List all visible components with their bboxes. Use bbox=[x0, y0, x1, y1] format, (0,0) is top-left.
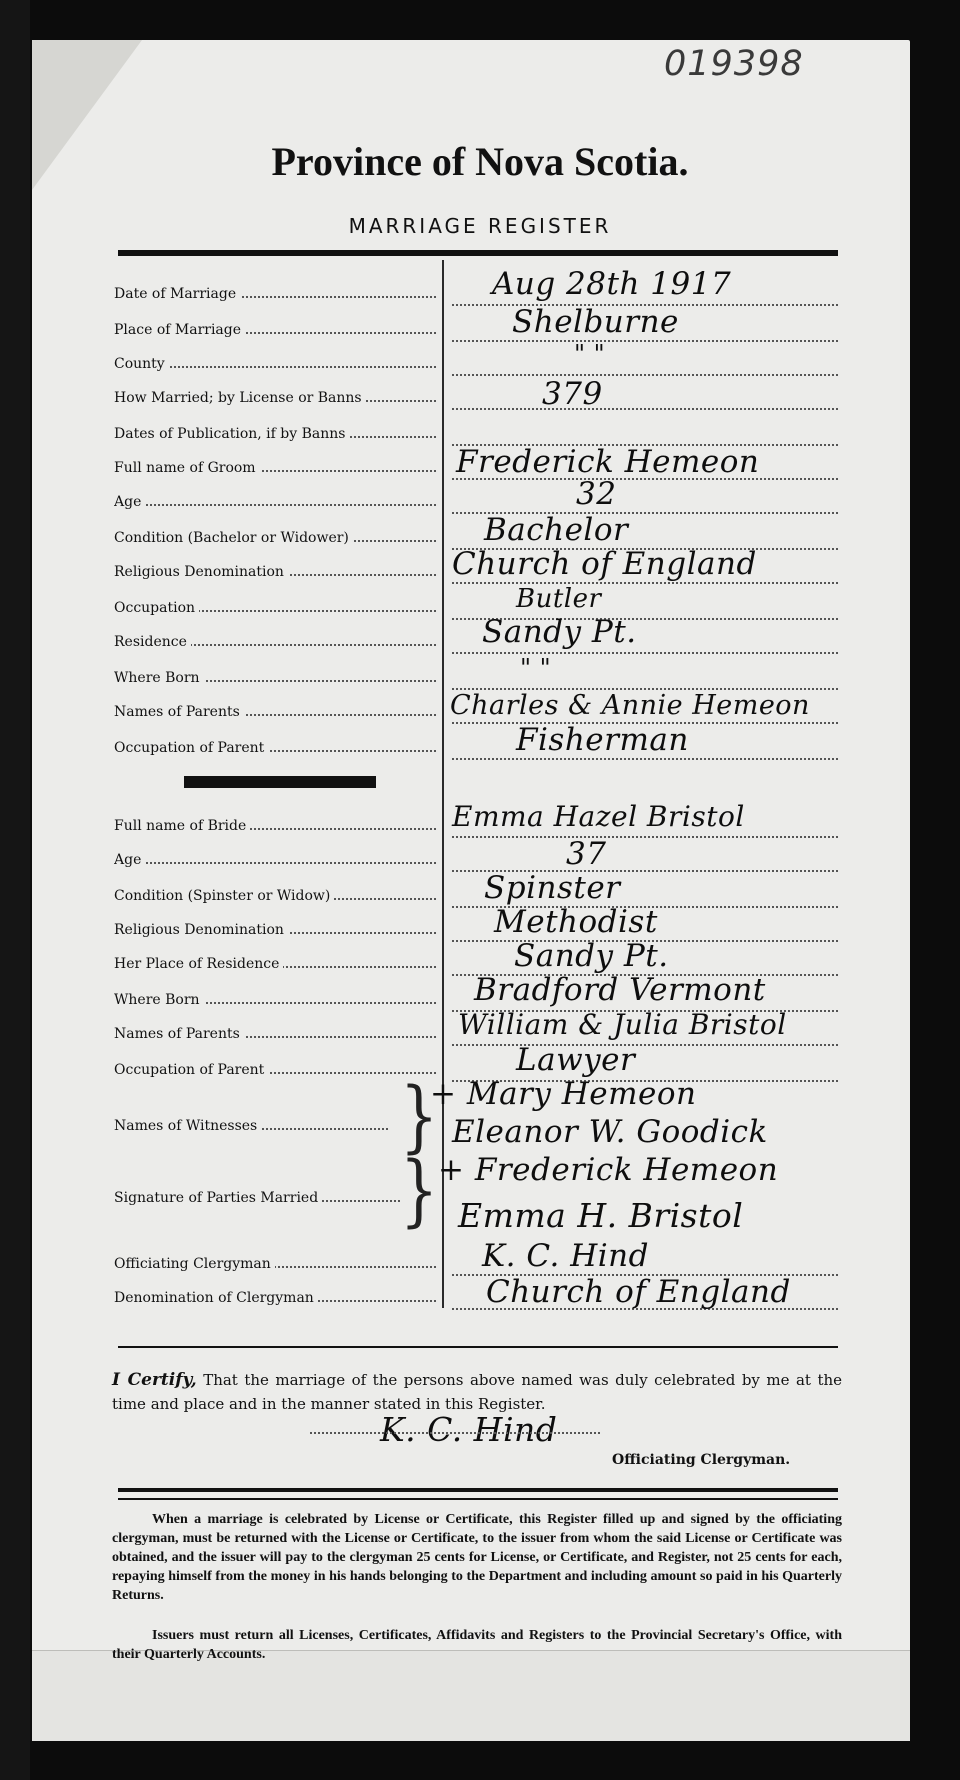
value-bride-condition: Spinster bbox=[484, 870, 621, 906]
row-label-groom-where-born: Where Born bbox=[114, 670, 436, 686]
value-groom-parent-occupation: Fisherman bbox=[516, 722, 689, 758]
row-label-date-of-marriage: Date of Marriage bbox=[114, 286, 436, 302]
row-dots bbox=[452, 652, 838, 654]
value-bride-age: 37 bbox=[566, 836, 607, 872]
value-bride-where-born: Bradford Vermont bbox=[474, 972, 766, 1008]
row-label-bride-parents: Names of Parents bbox=[114, 1026, 436, 1042]
value-groom-name: Frederick Hemeon bbox=[456, 444, 760, 480]
row-label-bride-residence: Her Place of Residence bbox=[114, 956, 436, 972]
row-dots bbox=[452, 374, 838, 376]
row-label-groom-name: Full name of Groom bbox=[114, 460, 436, 476]
value-groom-religion: Church of England bbox=[452, 546, 757, 582]
page-title: Province of Nova Scotia. bbox=[271, 139, 689, 184]
row-label-groom-parent-occupation: Occupation of Parent bbox=[114, 740, 436, 756]
row-label-groom-occupation: Occupation bbox=[114, 600, 436, 616]
row-dots bbox=[452, 340, 838, 342]
witnesses-brace: } bbox=[400, 1071, 439, 1163]
value-how-married: 379 bbox=[542, 376, 603, 412]
party-bride-signature: Emma H. Bristol bbox=[458, 1196, 744, 1235]
column-divider bbox=[442, 260, 444, 1308]
value-bride-parents: William & Julia Bristol bbox=[458, 1008, 787, 1041]
value-groom-condition: Bachelor bbox=[484, 512, 629, 548]
row-label-place-of-marriage: Place of Marriage bbox=[114, 322, 436, 338]
row-label-officiating-clergyman: Officiating Clergyman bbox=[114, 1256, 436, 1272]
witness-2: Eleanor W. Goodick bbox=[452, 1114, 768, 1150]
archive-number: 019398 bbox=[664, 44, 804, 84]
row-label-groom-religion: Religious Denomination bbox=[114, 564, 436, 580]
row-label-how-married: How Married; by License or Banns bbox=[114, 390, 436, 406]
page-subtitle: MARRIAGE REGISTER bbox=[348, 214, 612, 238]
value-bride-residence: Sandy Pt. bbox=[514, 938, 669, 974]
signature-line bbox=[310, 1432, 600, 1434]
value-bride-name: Emma Hazel Bristol bbox=[452, 800, 745, 833]
value-clergy-denomination: Church of England bbox=[486, 1274, 791, 1310]
row-label-bride-name: Full name of Bride bbox=[114, 818, 436, 834]
value-county: " " bbox=[574, 340, 606, 368]
value-bride-religion: Methodist bbox=[494, 904, 658, 940]
footer-rule-1 bbox=[118, 1488, 838, 1492]
certify-lead: I Certify, bbox=[112, 1370, 197, 1390]
officiating-caption: Officiating Clergyman. bbox=[612, 1452, 791, 1468]
value-groom-occupation: Butler bbox=[516, 584, 602, 614]
value-date-of-marriage: Aug 28th 1917 bbox=[492, 266, 732, 302]
row-label-bride-where-born: Where Born bbox=[114, 992, 436, 1008]
row-label-parties: Signature of Parties Married bbox=[114, 1190, 400, 1206]
row-label-witnesses: Names of Witnesses bbox=[114, 1118, 388, 1134]
row-label-bride-religion: Religious Denomination bbox=[114, 922, 436, 938]
value-place-of-marriage: Shelburne bbox=[512, 304, 679, 340]
row-label-groom-age: Age bbox=[114, 494, 436, 510]
row-label-bride-parent-occupation: Occupation of Parent bbox=[114, 1062, 436, 1078]
row-dots bbox=[452, 1044, 838, 1046]
row-label-dates-of-publication: Dates of Publication, if by Banns bbox=[114, 426, 436, 442]
row-label-county: County bbox=[114, 356, 436, 372]
witness-1: + Mary Hemeon bbox=[430, 1076, 697, 1112]
value-groom-parents: Charles & Annie Hemeon bbox=[450, 690, 810, 721]
row-label-bride-condition: Condition (Spinster or Widow) bbox=[114, 888, 436, 904]
row-label-clergy-denomination: Denomination of Clergyman bbox=[114, 1290, 436, 1306]
value-groom-where-born: " " bbox=[520, 654, 552, 682]
row-dots bbox=[452, 408, 838, 410]
row-dots bbox=[452, 836, 838, 838]
row-dots bbox=[452, 758, 838, 760]
value-bride-parent-occupation: Lawyer bbox=[516, 1042, 636, 1078]
certify-body: That the marriage of the persons above named was duly celebrated by me at the time and place and in the manner stated in this Register. bbox=[112, 1371, 843, 1413]
row-label-groom-residence: Residence bbox=[114, 634, 436, 650]
scan-border bbox=[0, 0, 30, 1780]
row-label-bride-age: Age bbox=[114, 852, 436, 868]
bride-section-divider bbox=[184, 776, 376, 788]
row-label-groom-parents: Names of Parents bbox=[114, 704, 436, 720]
party-groom-signature: + Frederick Hemeon bbox=[438, 1152, 779, 1188]
row-label-groom-condition: Condition (Bachelor or Widower) bbox=[114, 530, 436, 546]
certification-text bbox=[112, 1368, 842, 1416]
instructions-paragraph: When a marriage is celebrated by License or Certificate, this Register filled up and signed by the officiating clergyman, must be returned with the License or Certificate, to the issuer from whom the said License or Certificate was obtained, and the issuer will pay to the clergyman 25 cents for License, or Certificate, and Register, not 25 cents for each, repaying himself from the money in his hands belonging to the Department and including amount so paid in his Quarterly Returns. bbox=[112, 1512, 842, 1603]
clergyman-signature: K. C. Hind bbox=[380, 1410, 558, 1449]
row-dots bbox=[452, 582, 838, 584]
issuers-notice: Issuers must return all Licenses, Certificates, Affidavits and Registers to the Provincial Secretary's Office, with their Quarterly Accounts. bbox=[112, 1628, 842, 1662]
header-rule bbox=[118, 250, 838, 256]
certify-rule bbox=[118, 1346, 838, 1348]
value-officiating-clergyman: K. C. Hind bbox=[482, 1238, 649, 1274]
value-groom-age: 32 bbox=[576, 476, 617, 512]
value-groom-residence: Sandy Pt. bbox=[482, 614, 637, 650]
parties-brace: } bbox=[400, 1145, 439, 1237]
footer-rule-2 bbox=[118, 1498, 838, 1500]
